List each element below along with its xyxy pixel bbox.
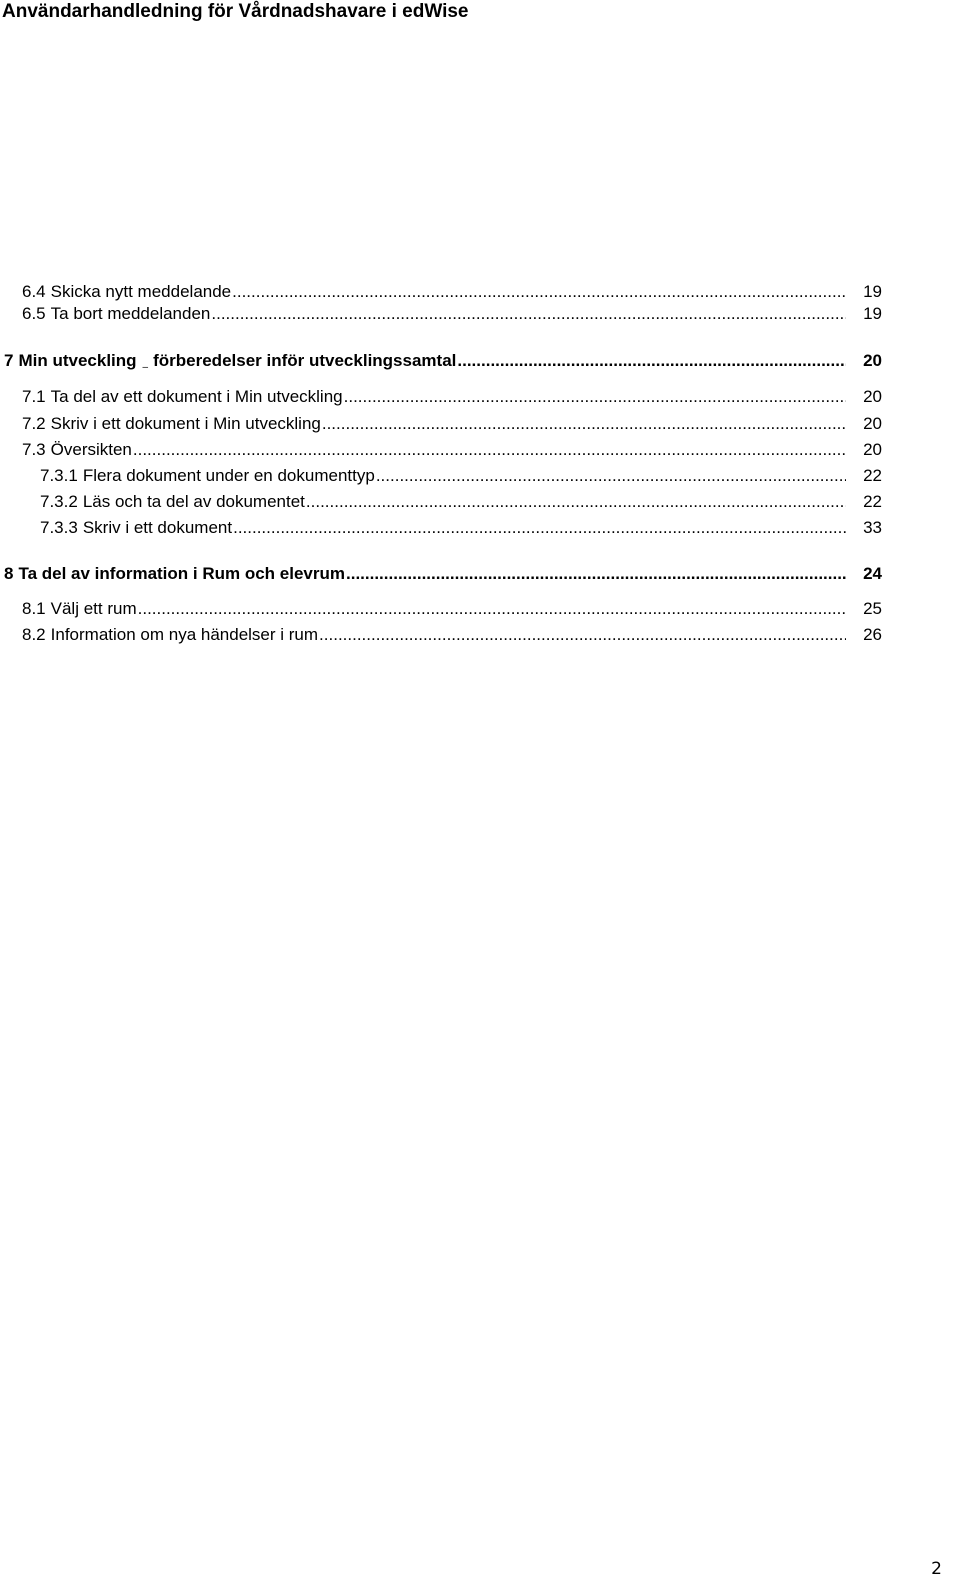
toc-entry-title: Information om nya händelser i rum [50, 625, 319, 644]
toc-entry-page: 20 [863, 387, 882, 406]
toc-dot-leader [344, 386, 846, 408]
toc-entry-page: 20 [863, 414, 882, 433]
toc-entry-number: 7.3.3 [40, 518, 78, 537]
toc-entry-number: 6.5 [22, 304, 46, 323]
toc-entry-title: Översikten [50, 440, 132, 459]
toc-entry-number: 7.1 [22, 387, 46, 406]
toc-entry-title: Flera dokument under en dokumenttyp [82, 466, 375, 485]
toc-entry-page: 20 [863, 351, 882, 370]
toc-entry-title: Skicka nytt meddelande [50, 282, 232, 301]
toc-entry-page: 19 [863, 282, 882, 301]
toc-dot-leader [211, 303, 846, 325]
toc-entry-title: Min utveckling [18, 351, 137, 370]
toc-entry-title: Skriv i ett dokument [82, 518, 233, 537]
toc-dot-leader [138, 598, 846, 620]
toc-dot-leader [457, 350, 846, 372]
toc-entry-title: Välj ett rum [50, 599, 137, 618]
toc-entry-number: 8.2 [22, 625, 46, 644]
toc-entry-7-2[interactable] [22, 413, 882, 435]
toc-dot-leader [232, 281, 846, 303]
toc-dot-leader [133, 439, 846, 461]
toc-entry-number: 7.3.2 [40, 492, 78, 511]
toc-entry-page: 22 [863, 466, 882, 485]
toc-entry-number: 8.1 [22, 599, 46, 618]
toc-dot-leader [306, 491, 846, 513]
toc-entry-8[interactable] [4, 563, 882, 585]
toc-entry-7-3-3[interactable] [40, 517, 882, 539]
toc-entry-number: 7.3 [22, 440, 46, 459]
toc-entry-8-1[interactable] [22, 598, 882, 620]
toc-entry-title: Skriv i ett dokument i Min utveckling [50, 414, 321, 433]
toc-entry-number: 7.2 [22, 414, 46, 433]
toc-entry-number: 8 [4, 564, 14, 583]
toc-entry-page: 22 [863, 492, 882, 511]
document-header-title: Användarhandledning för Vårdnadshavare i edWise [2, 1, 469, 22]
toc-entry-page: 25 [863, 599, 882, 618]
toc-entry-7[interactable] [4, 350, 882, 372]
toc-entry-title: Läs och ta del av dokumentet [82, 492, 305, 511]
toc-entry-separator: – [142, 362, 149, 373]
toc-entry-page: 19 [863, 304, 882, 323]
toc-dot-leader [346, 563, 846, 585]
toc-entry-8-2[interactable] [22, 624, 882, 646]
toc-dot-leader [322, 413, 846, 435]
toc-entry-page: 24 [863, 564, 882, 583]
toc-entry-7-1[interactable] [22, 386, 882, 408]
toc-entry-number: 6.4 [22, 282, 46, 301]
page-number: 2 [931, 1559, 942, 1579]
toc-entry-title: Ta bort meddelanden [50, 304, 211, 323]
toc-entry-page: 20 [863, 440, 882, 459]
toc-dot-leader [233, 517, 846, 539]
toc-dot-leader [376, 465, 846, 487]
toc-entry-6-4[interactable] [22, 281, 882, 303]
toc-entry-page: 33 [863, 518, 882, 537]
toc-entry-7-3-2[interactable] [40, 491, 882, 513]
toc-entry-subtitle: förberedelser inför utvecklingssamtal [153, 351, 457, 370]
toc-entry-6-5[interactable] [22, 303, 882, 325]
toc-dot-leader [319, 624, 846, 646]
toc-entry-number: 7 [4, 351, 14, 370]
toc-entry-title: Ta del av information i Rum och elevrum [18, 564, 345, 583]
toc-entry-7-3-1[interactable] [40, 465, 882, 487]
toc-entry-title: Ta del av ett dokument i Min utveckling [50, 387, 343, 406]
toc-entry-7-3[interactable] [22, 439, 882, 461]
toc-entry-number: 7.3.1 [40, 466, 78, 485]
toc-entry-page: 26 [863, 625, 882, 644]
